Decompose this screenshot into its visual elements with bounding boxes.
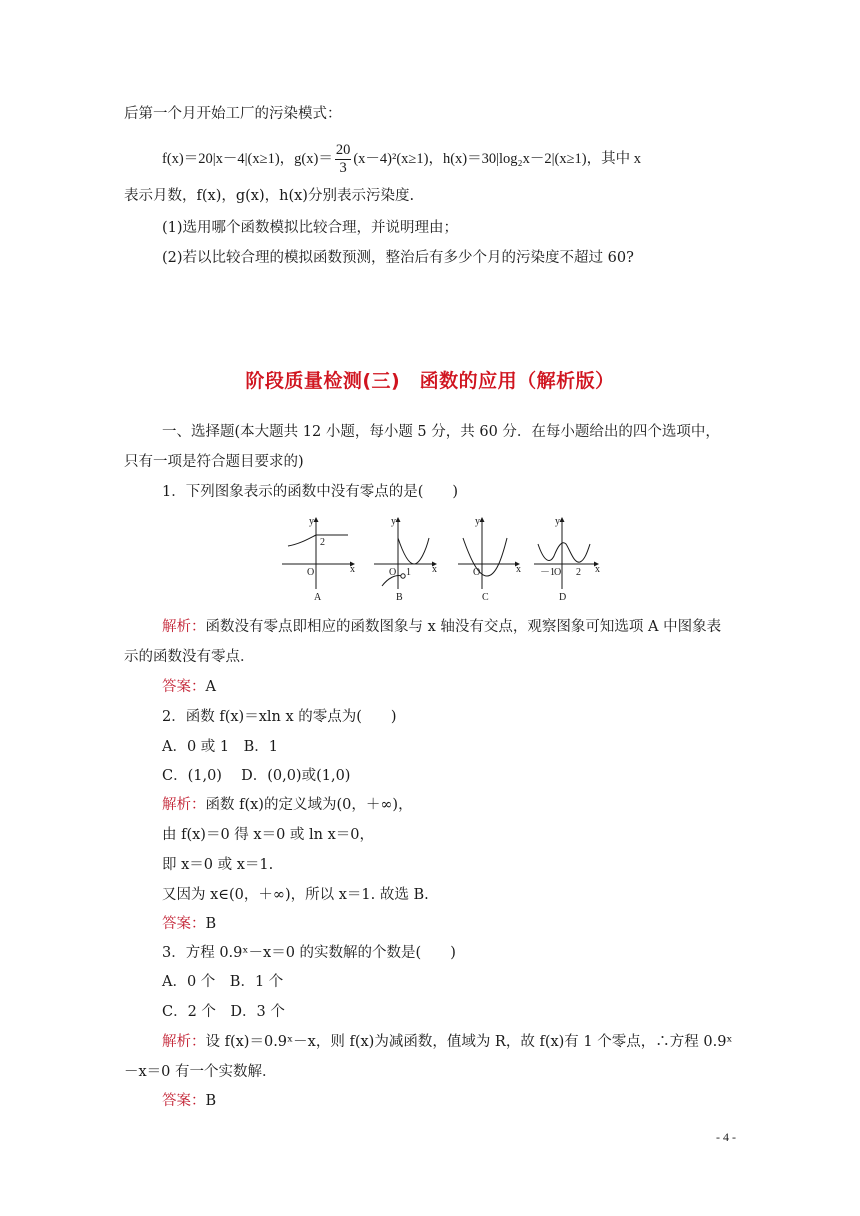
section-heading-cont: 只有一项是符合题目要求的) [124,454,304,470]
analysis-label: 解析： [162,619,206,635]
graph-label-c: C [482,592,489,603]
svg-text:x: x [595,564,600,575]
graph-label-a: A [314,592,322,603]
svg-text:－1: －1 [540,567,555,578]
graph-d [534,516,600,603]
svg-text:y: y [475,516,480,527]
svg-text:y: y [391,516,396,527]
page-title: 阶段质量检测(三) 函数的应用（解析版） [245,370,615,392]
q3-stem: 3．方程 0.9ˣ－x＝0 的实数解的个数是( ) [162,945,456,961]
q2-analysis-4: 又因为 x∈(0，＋∞)，所以 x＝1. 故选 B. [162,887,429,903]
q3-options-2: C．2 个 D．3 个 [162,1004,285,1020]
answer-label: 答案： [162,679,206,695]
formula-h: h(x)＝30|log₂x－2|(x≥1)，其中 x [442,150,642,167]
svg-text:x: x [432,564,437,575]
formula-f: f(x)＝20|x－4|(x≥1)， [162,150,295,167]
page-number: - 4 - [716,1130,736,1144]
graph-label-b: B [396,592,403,603]
answer-label: 答案： [162,1093,206,1109]
svg-text:O: O [473,567,481,578]
answer-label: 答案： [162,916,206,932]
q1-stem: 1．下列图象表示的函数中没有零点的是( ) [162,484,459,500]
formula-g: g(x)＝ $\frac{20}{3}$ (x－4)²(x≥1)， [294,142,443,176]
q3-analysis: 解析：设 f(x)＝0.9ˣ－x，则 f(x)为减函数，值域为 R，故 f(x)有 1 个零点，∴方程 0.9ˣ [162,1034,733,1050]
svg-text:2: 2 [576,567,581,578]
q2-options-1: A．0 或 1 B．1 [162,739,279,755]
q1-analysis-cont: 示的函数没有零点． [124,649,255,665]
q3-options-1: A．0 个 B．1 个 [162,974,284,990]
question-part-1: (1)选用哪个函数模拟比较合理，并说明理由； [162,220,459,236]
analysis-label: 解析： [162,797,206,813]
svg-text:x: x [350,564,355,575]
graph-label-d: D [559,592,567,603]
svg-text:y: y [309,516,314,527]
analysis-label: 解析： [162,1034,206,1050]
q2-options-2: C．(1,0) D．(0,0)或(1,0) [162,768,351,784]
q1-graph-options [282,514,612,604]
svg-text:x: x [516,564,521,575]
q3-answer: 答案：B [162,1093,217,1109]
q2-analysis-2: 由 f(x)＝0 得 x＝0 或 ln x＝0， [162,827,375,843]
graph-a [282,516,355,603]
svg-text:O: O [389,567,397,578]
q1-answer: 答案：A [162,679,216,695]
q2-stem: 2．函数 f(x)＝xln x 的零点为( ) [162,709,397,725]
variables-line: 表示月数，f(x)，g(x)，h(x)分别表示污染度. [124,188,415,204]
svg-text:O: O [554,567,562,578]
question-part-2: (2)若以比较合理的模拟函数预测，整治后有多少个月的污染度不超过 60? [162,250,634,266]
section-heading: 一、选择题(本大题共 12 小题，每小题 5 分，共 60 分．在每小题给出的四个选项中， [162,424,720,440]
intro-line: 后第一个月开始工厂的污染模式： [124,106,342,122]
formula-g-fraction: $\frac{20}{3}$ [335,142,351,176]
graph-b [374,516,437,603]
svg-text:O: O [307,567,315,578]
svg-text:2: 2 [320,537,325,548]
q2-analysis: 解析：函数 f(x)的定义域为(0，＋∞)， [162,797,413,813]
svg-text:y: y [555,516,560,527]
graph-c [458,516,521,603]
svg-text:1: 1 [406,567,411,578]
q2-analysis-3: 即 x＝0 或 x＝1. [162,857,274,873]
q2-answer: 答案：B [162,916,217,932]
q1-analysis: 解析：函数没有零点即相应的函数图象与 x 轴没有交点，观察图象可知选项 A 中图象表 [162,619,722,635]
q3-analysis-cont: －x＝0 有一个实数解． [124,1064,277,1080]
pollution-formulas [162,142,641,177]
